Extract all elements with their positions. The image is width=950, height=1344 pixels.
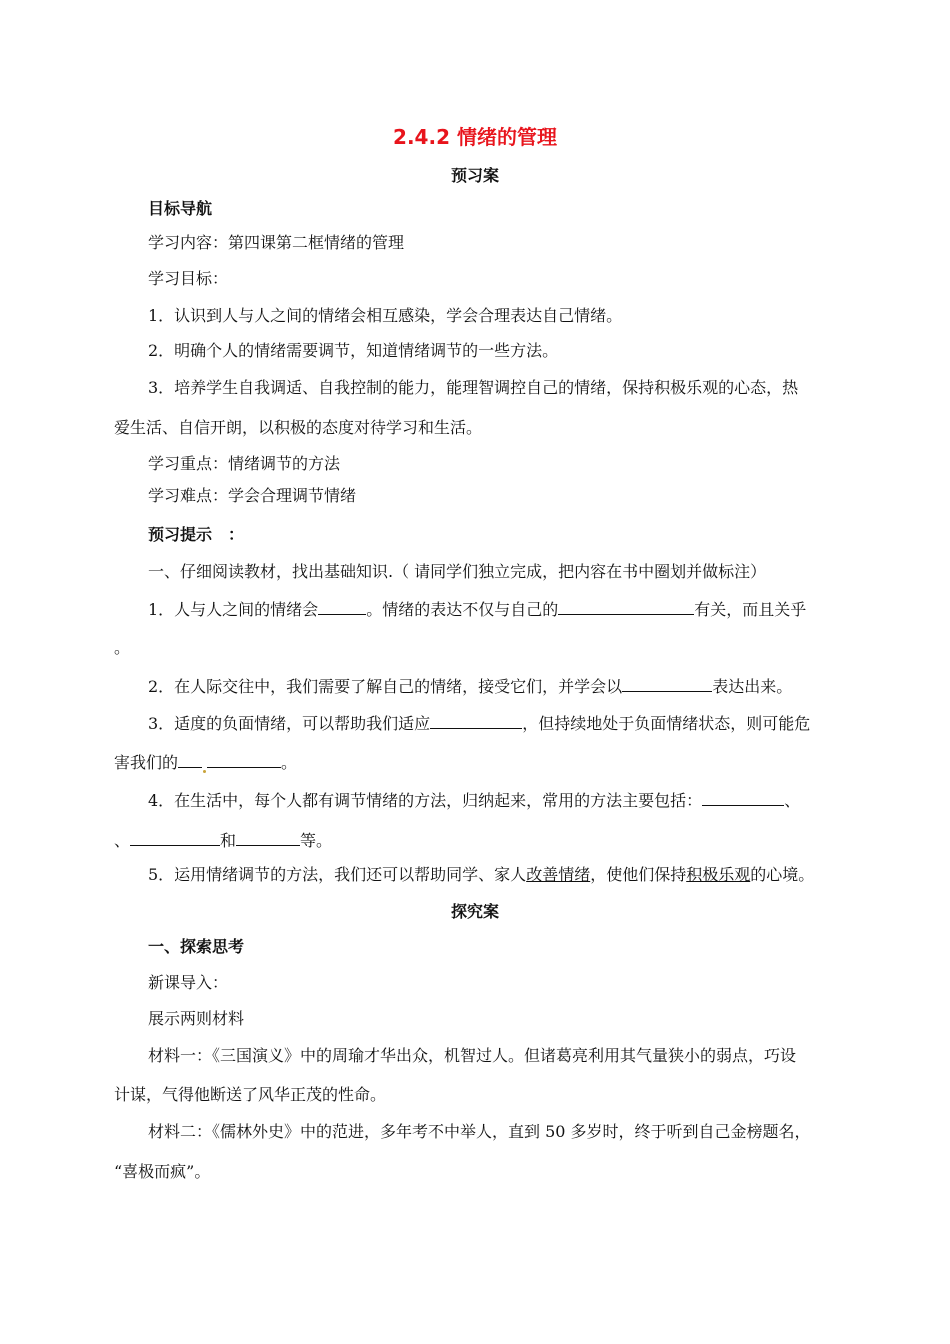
question-3-continuation	[114, 751, 297, 773]
question-text: 3．适度的负面情绪，可以帮助我们适应	[148, 714, 431, 733]
question-text: 。	[281, 753, 298, 772]
question-5	[148, 865, 814, 885]
material-1-continuation: 计谋，气得他断送了风华正茂的性命。	[114, 1085, 387, 1104]
study-goals-label: 学习目标：	[148, 269, 229, 288]
question-text: 有关，而且关乎	[694, 600, 807, 619]
question-text: 1．人与人之间的情绪会	[148, 600, 319, 619]
key-point: 学习重点：情绪调节的方法	[148, 454, 341, 473]
goal-item: 2．明确个人的情绪需要调节，知道情绪调节的一些方法。	[148, 341, 559, 360]
question-text: 、	[784, 791, 801, 810]
goal-item: 1．认识到人与人之间的情绪会相互感染，学会合理表达自己情绪。	[148, 306, 623, 325]
question-text: 2．在人际交往中，我们需要了解自己的情绪，接受它们，并学会以	[148, 677, 623, 696]
material-1: 材料一：《三国演义》中的周瑜才华出众，机智过人。但诸葛亮利用其气量狭小的弱点，巧设	[148, 1046, 797, 1065]
instruction-text: 一、仔细阅读教材，找出基础知识.（ 请同学们独立完成，把内容在书中圈划并做标注）	[148, 562, 767, 581]
show-materials: 展示两则材料	[148, 1009, 245, 1028]
fill-blank[interactable]	[622, 675, 712, 692]
fill-blank[interactable]	[430, 712, 522, 729]
question-4-continuation	[114, 829, 332, 851]
fill-blank[interactable]	[236, 829, 300, 846]
material-2-continuation: “喜极而疯”。	[114, 1162, 211, 1181]
preview-heading: 预习案	[450, 166, 499, 185]
difficulty: 学习难点：学会合理调节情绪	[148, 486, 357, 505]
underlined-answer: 改善情绪	[526, 865, 591, 884]
fill-blank[interactable]	[178, 751, 202, 768]
question-text: 和	[220, 831, 237, 850]
goal-nav-heading: 目标导航	[148, 199, 213, 218]
question-1-continuation: 。	[114, 638, 131, 657]
question-text: 害我们的	[114, 753, 179, 772]
question-text: 的心境。	[750, 865, 815, 884]
fill-blank[interactable]	[318, 598, 366, 615]
fill-blank[interactable]	[130, 829, 220, 846]
question-text: 、	[114, 831, 131, 850]
preview-tips-heading: 预习提示 ：	[148, 525, 245, 544]
underlined-answer: 积极乐观	[686, 865, 751, 884]
mark-dot	[203, 770, 206, 773]
fill-blank[interactable]	[207, 751, 281, 768]
question-3	[148, 712, 810, 734]
fill-blank[interactable]	[702, 789, 784, 806]
question-2	[148, 675, 792, 697]
question-text: 4．在生活中，每个人都有调节情绪的方法，归纳起来，常用的方法主要包括：	[148, 791, 703, 810]
document-title: 2.4.2 情绪的管理	[393, 125, 557, 149]
question-text: 表达出来。	[712, 677, 793, 696]
question-text: 等。	[300, 831, 333, 850]
explore-section-heading: 一、探索思考	[148, 937, 245, 956]
question-text: 5．运用情绪调节的方法，我们还可以帮助同学、家人	[148, 865, 527, 884]
goal-item: 3．培养学生自我调适、自我控制的能力，能理智调控自己的情绪，保持积极乐观的心态，热	[148, 378, 799, 397]
study-content: 学习内容：第四课第二框情绪的管理	[148, 233, 405, 252]
question-4	[148, 789, 800, 811]
question-1	[148, 598, 806, 620]
question-text: 。情绪的表达不仅与自己的	[366, 600, 559, 619]
goal-item-continuation: 爱生活、自信开朗，以积极的态度对待学习和生活。	[114, 418, 483, 437]
fill-blank[interactable]	[558, 598, 694, 615]
explore-heading: 探究案	[450, 902, 499, 921]
question-text: ，使他们保持	[590, 865, 687, 884]
new-lesson-intro: 新课导入：	[148, 973, 229, 992]
question-text: ，但持续地处于负面情绪状态，则可能危	[522, 714, 811, 733]
material-2: 材料二：《儒林外史》中的范进，多年考不中举人，直到 50 多岁时，终于听到自己金榜题名，	[148, 1122, 811, 1141]
